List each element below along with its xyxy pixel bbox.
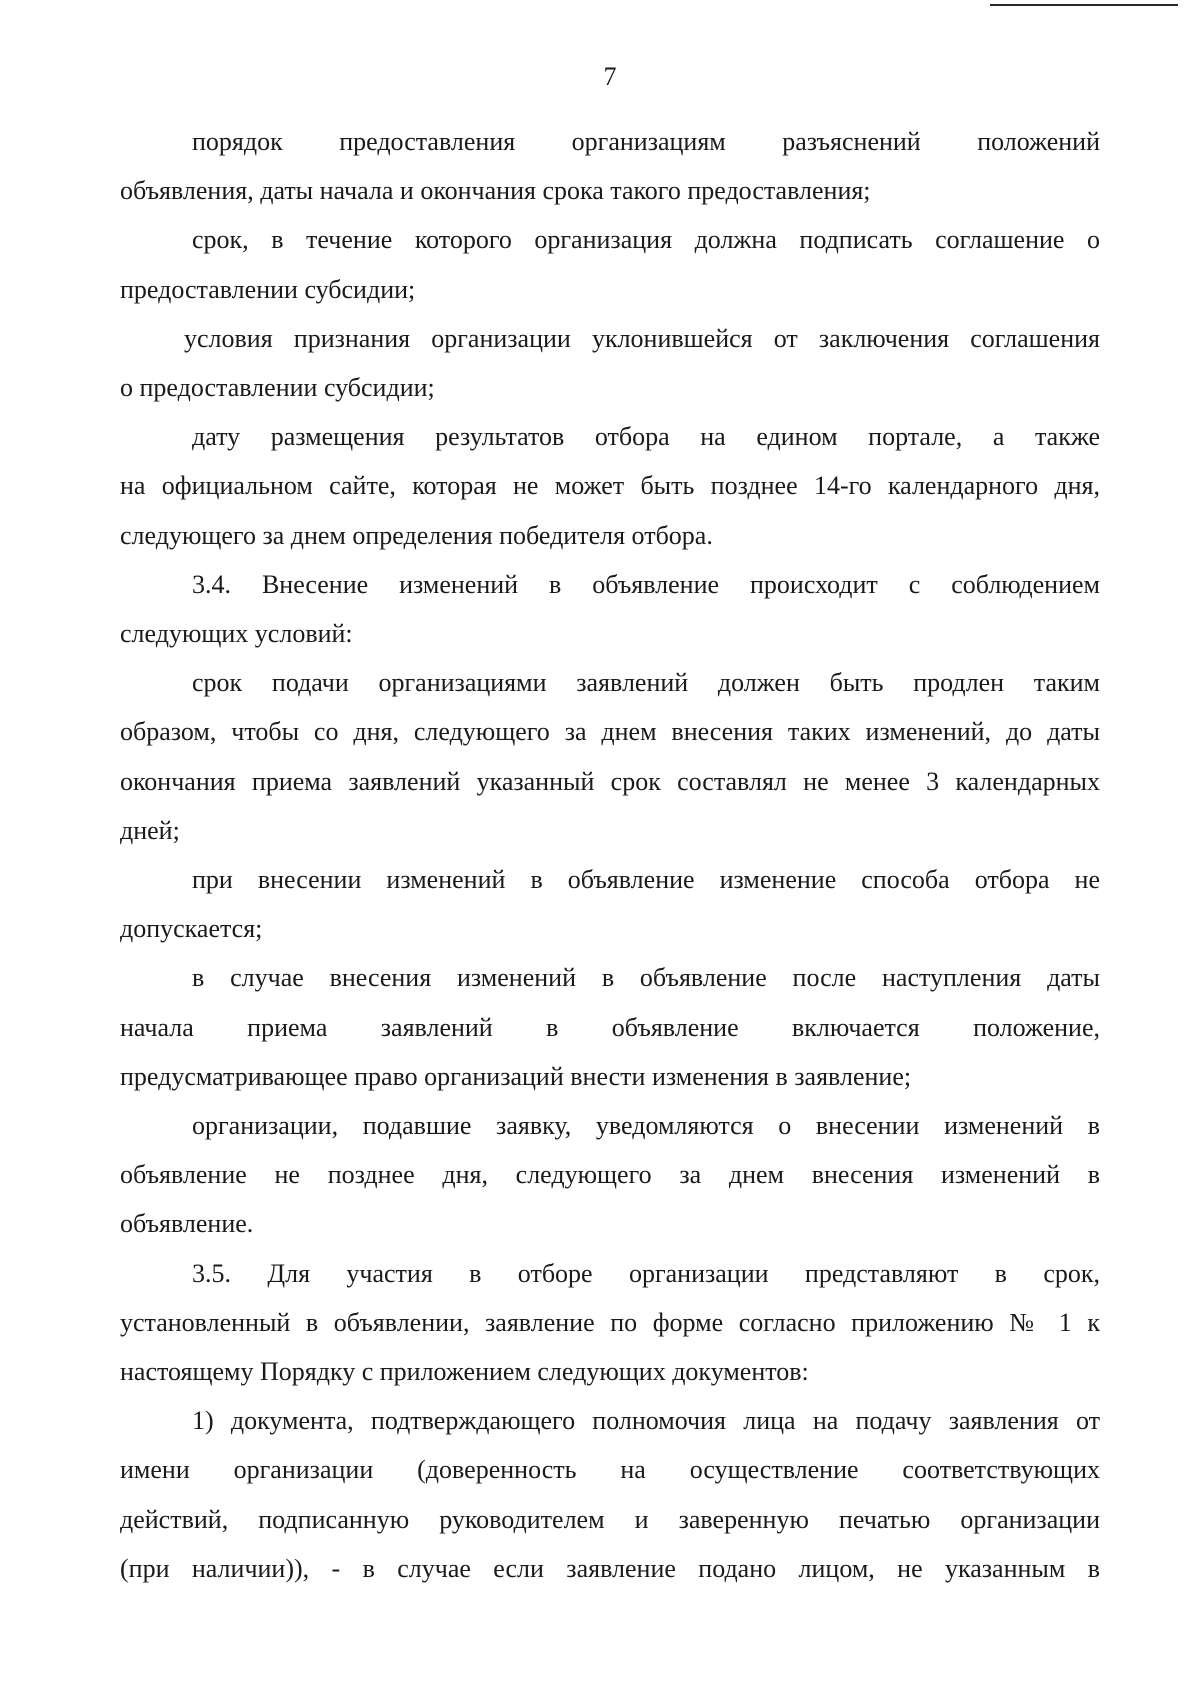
text-line: 3.4. Внесение изменений в объявление происходит с соблюдением (192, 569, 1100, 599)
text-line: установленный в объявлении, заявление по форме согласно приложению № 1 к (120, 1307, 1100, 1337)
page-number: 7 (603, 62, 617, 91)
top-rule (990, 4, 1178, 6)
text-line: предусматривающее право организаций внести изменения в заявление; (120, 1061, 912, 1091)
paragraph (120, 1396, 1100, 1593)
text-line: 3.5. Для участия в отборе организации представляют в срок, (192, 1258, 1100, 1288)
paragraph (120, 560, 1100, 658)
text-line: в случае внесения изменений в объявление после наступления даты (192, 963, 1100, 993)
text-line: имени организации (доверенность на осуществление соответствующих (120, 1455, 1100, 1485)
text-line: допускается; (120, 914, 263, 944)
paragraph (120, 412, 1100, 560)
paragraph (120, 117, 1100, 215)
text-line: объявление. (120, 1209, 254, 1239)
text-line: 1) документа, подтверждающего полномочия лица на подачу заявления от (192, 1406, 1100, 1436)
text-line: окончания приема заявлений указанный срок составлял не менее 3 календарных (120, 766, 1100, 796)
paragraph (120, 215, 1100, 313)
text-line: (при наличии)), - в случае если заявление подано лицом, не указанным в (120, 1553, 1100, 1583)
text-line: на официальном сайте, которая не может быть позднее 14-го календарного дня, (120, 471, 1100, 501)
text-line: срок, в течение которого организация должна подписать соглашение о (192, 225, 1100, 255)
paragraph (120, 855, 1100, 953)
text-line: предоставлении субсидии; (120, 274, 416, 304)
text-line: настоящему Порядку с приложением следующих документов: (120, 1357, 809, 1387)
text-line: порядок предоставления организациям разъяснений положений (192, 127, 1100, 156)
text-line: следующего за днем определения победителя отбора. (120, 520, 713, 550)
paragraph (120, 1101, 1100, 1249)
text-line: о предоставлении субсидии; (120, 373, 435, 403)
paragraph (120, 314, 1100, 412)
text-line: действий, подписанную руководителем и заверенную печатью организации (120, 1504, 1100, 1534)
text-line: образом, чтобы со дня, следующего за днем внесения таких изменений, до даты (120, 717, 1100, 747)
paragraph (120, 953, 1100, 1101)
text-line: организации, подавшие заявку, уведомляются о внесении изменений в (192, 1111, 1100, 1141)
text-line: условия признания организации уклонившейся от заключения соглашения (184, 323, 1100, 353)
text-line: дней; (120, 815, 180, 845)
text-line: следующих условий: (120, 619, 353, 649)
document-body (120, 117, 1100, 1593)
text-line: объявления, даты начала и окончания срока такого предоставления; (120, 176, 871, 206)
text-line: объявление не позднее дня, следующего за днем внесения изменений в (120, 1160, 1100, 1190)
paragraph (120, 658, 1100, 855)
paragraph (120, 1249, 1100, 1397)
text-line: срок подачи организациями заявлений должен быть продлен таким (192, 668, 1100, 698)
text-line: при внесении изменений в объявление изменение способа отбора не (192, 865, 1100, 895)
text-line: дату размещения результатов отбора на едином портале, а также (192, 422, 1100, 452)
text-line: начала приема заявлений в объявление включается положение, (120, 1012, 1100, 1042)
